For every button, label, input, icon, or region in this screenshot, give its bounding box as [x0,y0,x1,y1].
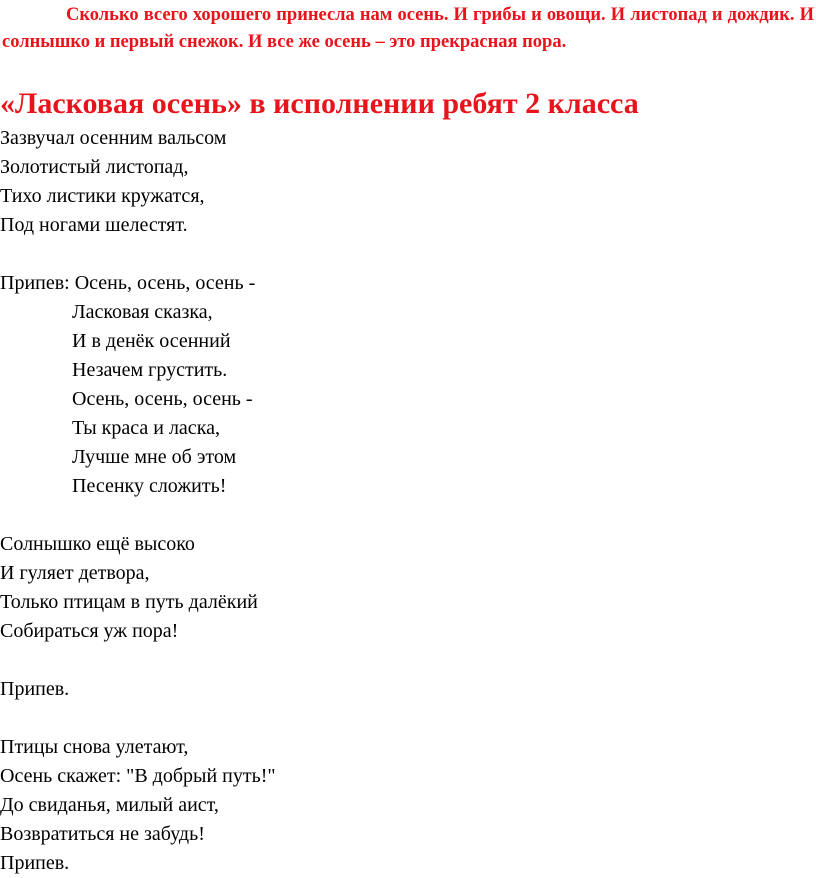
chorus-line: Ты краса и ласка, [72,417,220,439]
poem-body [0,124,816,878]
chorus-reference: Припев. [0,852,70,874]
poem-line: Возвратиться не забудь! [0,823,205,845]
blank-line [0,240,816,269]
chorus-line: Лучше мне об этом [72,446,237,468]
poem-line: Солнышко ещё высоко [0,533,195,555]
poem-line: Золотистый листопад, [0,156,189,178]
poem-line: Осень скажет: "В добрый путь!" [0,765,276,787]
chorus-line: Незачем грустить. [72,359,228,381]
poem-line: Птицы снова улетают, [0,736,189,758]
chorus-line: Ласковая сказка, [72,301,213,323]
chorus-line: И в денёк осенний [72,330,231,352]
poem-line: И гуляет детвора, [0,562,150,584]
chorus-line: Припев: Осень, осень, осень - [0,272,256,294]
chorus-line: Песенку сложить! [72,475,227,497]
chorus-reference: Припев. [0,678,70,700]
blank-line [0,704,816,733]
song-title: «Ласковая осень» в исполнении ребят 2 класса [0,87,639,120]
poem-line: Только птицам в путь далёкий [0,591,258,613]
poem-line: Зазвучал осенним вальсом [0,127,227,149]
blank-line [0,646,816,675]
blank-line [0,501,816,530]
chorus-line: Осень, осень, осень - [72,388,253,410]
poem-line: Под ногами шелестят. [0,214,188,236]
intro-paragraph: Сколько всего хорошего принесла нам осень. И грибы и овощи. И листопад и дождик. И солнышко и первый снежок. И все же осень – это прекрасная пора. [2,5,814,52]
poem-line: Тихо листики кружатся, [0,185,205,207]
poem-line: Собираться уж пора! [0,620,179,642]
poem-line: До свиданья, милый аист, [0,794,219,816]
